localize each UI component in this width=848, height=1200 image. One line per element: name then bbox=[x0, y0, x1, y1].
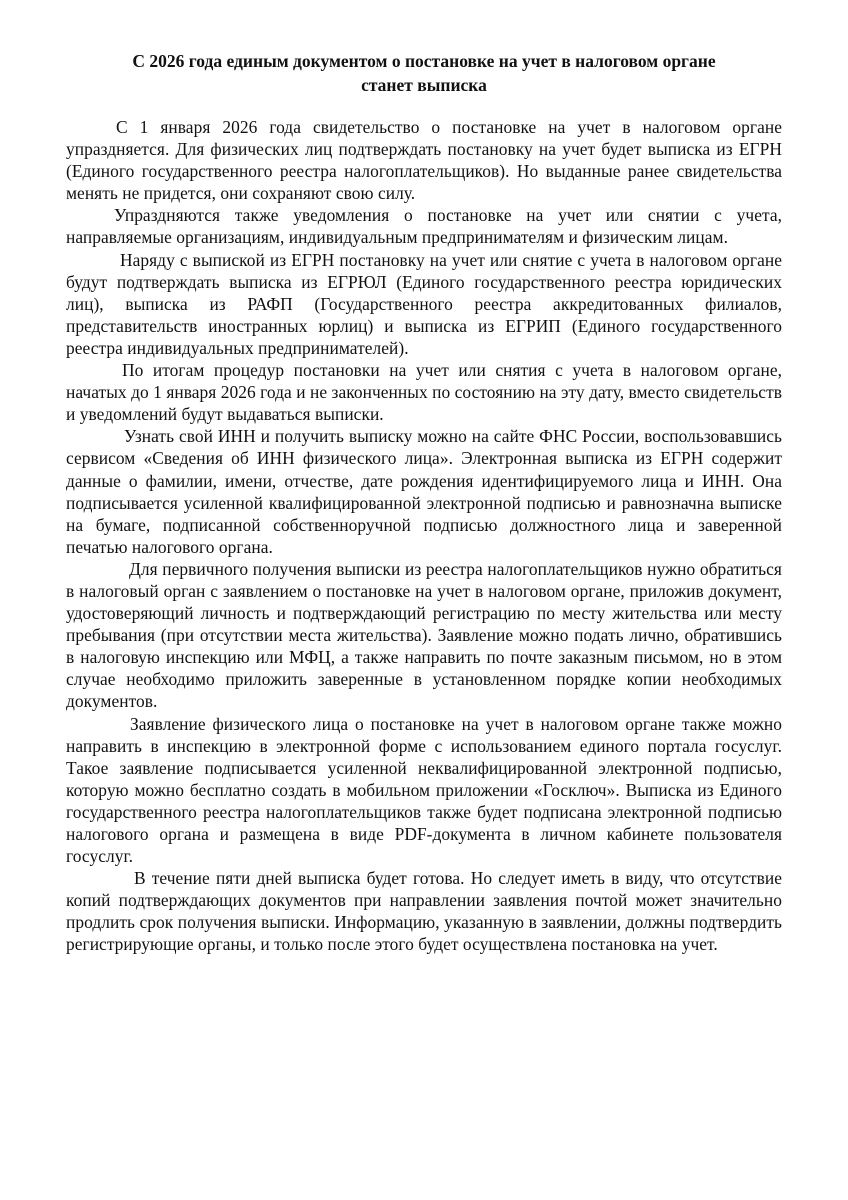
paragraph: С 1 января 2026 года свидетельство о постановке на учет в налоговом органе упраздняется. Для физических лиц подтверждать постановку на учет будет выписка из ЕГРН (Единого государственного реестра налогоплательщиков). Но выданные ранее свидетельства менять не придется, они сохраняют свою силу. bbox=[66, 117, 782, 204]
paragraph: Наряду с выпиской из ЕГРН постановку на учет или снятие с учета в налоговом органе будут подтверждать выписка из ЕГРЮЛ (Единого государственного реестра юридических лиц), выписка из РАФП (Государственного реестра аккредитованных филиалов, представительств иностранных юрлиц) и выписка из ЕГРИП (Единого государственного реестра индивидуальных предпринимателей). bbox=[66, 249, 782, 358]
paragraph: Для первичного получения выписки из реестра налогоплательщиков нужно обратиться в налоговый орган с заявлением о постановке на учет в налоговом органе, приложив документ, удостоверяющий личность и подтверждающий регистрацию по месту жительства или месту пребывания (при отсутствии места жительства). Заявление можно подать лично, обратившись в налоговую инспекцию или МФЦ, а также направить по почте заказным письмом, но в этом случае необходимо приложить заверенные в установленном порядке копии необходимых документов. bbox=[66, 558, 782, 712]
paragraph: Упраздняются также уведомления о постановке на учет или снятии с учета, направляемые организациям, индивидуальным предпринимателям и физическим лицам. bbox=[66, 205, 782, 248]
paragraph: Заявление физического лица о постановке на учет в налоговом органе также можно направить в инспекцию в электронной форме с использованием единого портала госуслуг. Такое заявление подписывается усиленной неквалифицированной электронной подписью, которую можно бесплатно создать в мобильном приложении «Госключ». Выписка из Единого государственного реестра налогоплательщиков также будет подписана электронной подписью налогового органа и размещена в виде PDF-документа в личном кабинете пользователя госуслуг. bbox=[66, 713, 782, 867]
title-line-2: станет выписка bbox=[361, 75, 487, 95]
document-title bbox=[66, 49, 782, 97]
document-body bbox=[66, 116, 782, 956]
title-line-1: С 2026 года единым документом о постановке на учет в налоговом органе bbox=[132, 51, 716, 71]
paragraph: По итогам процедур постановки на учет или снятия с учета в налоговом органе, начатых до 1 января 2026 года и не законченных по состоянию на эту дату, вместо свидетельств и уведомлений будут выдаваться выписки. bbox=[66, 360, 782, 425]
paragraph: Узнать свой ИНН и получить выписку можно на сайте ФНС России, воспользовавшись сервисом «Сведения об ИНН физического лица». Электронная выписка из ЕГРН содержит данные о фамилии, имени, отчестве, дате рождения идентифицируемого лица и ИНН. Она подписывается усиленной квалифицированной электронной подписью и равнозначна выписке на бумаге, подписанной собственноручной подписью должностного лица и заверенной печатью налогового органа. bbox=[66, 426, 782, 557]
paragraph: В течение пяти дней выписка будет готова. Но следует иметь в виду, что отсутствие копий подтверждающих документов при направлении заявления почтой может значительно продлить срок получения выписки. Информацию, указанную в заявлении, должны подтвердить регистрирующие органы, и только после этого будет осуществлена постановка на учет. bbox=[66, 868, 782, 955]
